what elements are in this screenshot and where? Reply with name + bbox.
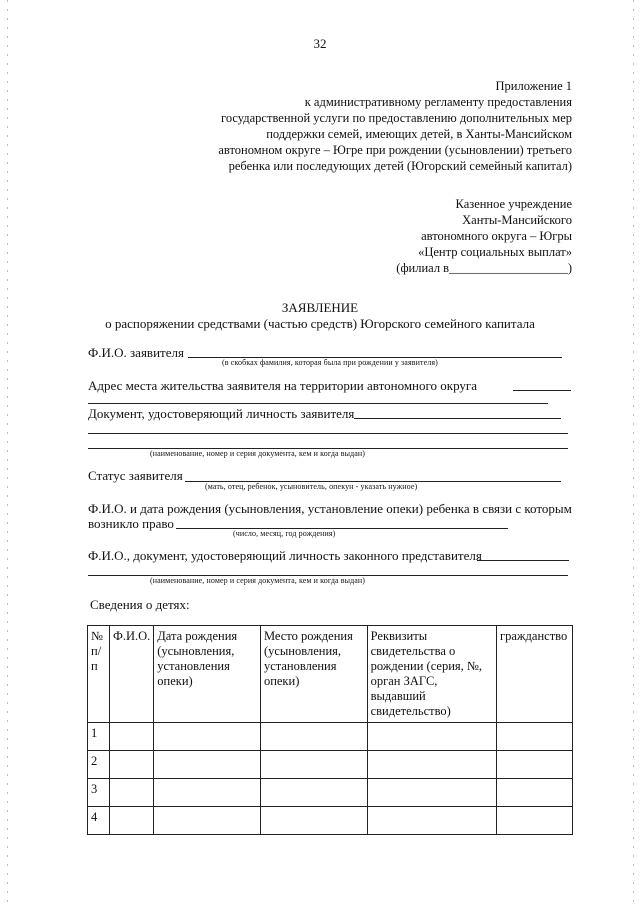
addressee-block — [396, 196, 572, 276]
table-row — [88, 779, 573, 807]
row-number: 3 — [88, 779, 110, 807]
table-header-row — [88, 626, 573, 723]
cell-birth-place[interactable] — [260, 779, 367, 807]
document-subtitle: о распоряжении средствами (частью средств) Югорского семейного капитала — [105, 316, 535, 331]
appendix-line: государственной услуги по предоставлению дополнительных мер — [221, 111, 572, 125]
cell-certificate[interactable] — [367, 751, 496, 779]
applicant-status-label: Статус заявителя — [88, 468, 183, 483]
cell-birth-place[interactable] — [260, 723, 367, 751]
header-certificate: Реквизиты свидетельства о рождении (серия, №, орган ЗАГС, выдавший свидетельство) — [367, 626, 496, 723]
representative-label: Ф.И.О., документ, удостоверяющий личность законного представителя — [88, 548, 482, 563]
cell-citizenship[interactable] — [497, 779, 573, 807]
row-number: 1 — [88, 723, 110, 751]
cell-birth-date[interactable] — [154, 723, 261, 751]
table-row — [88, 807, 573, 835]
address-field[interactable] — [513, 390, 571, 391]
cell-certificate[interactable] — [367, 807, 496, 835]
addressee-line: автономного округа – Югры — [421, 229, 572, 243]
appendix-line: ребенка или последующих детей (Югорский семейный капитал) — [228, 159, 572, 173]
address-field-continued[interactable] — [88, 403, 548, 404]
identity-document-field[interactable] — [354, 418, 561, 419]
header-fio: Ф.И.О. — [109, 626, 153, 723]
header-citizenship: гражданство — [497, 626, 573, 723]
scan-edge-left — [7, 0, 8, 905]
document-title: ЗАЯВЛЕНИЕ — [281, 300, 359, 315]
header-birth-place: Место рождения (усыновления, установления опеки) — [260, 626, 367, 723]
children-section-label: Сведения о детях: — [90, 597, 190, 612]
appendix-block — [218, 78, 572, 174]
identity-document-note: (наименование, номер и серия документа, кем и когда выдан) — [150, 449, 366, 458]
header-birth-date: Дата рождения (усыновления, установления опеки) — [154, 626, 261, 723]
child-info-label-2: возникло право — [88, 516, 174, 531]
cell-fio[interactable] — [109, 751, 153, 779]
header-number: № п/п — [88, 626, 110, 723]
identity-document-label: Документ, удостоверяющий личность заявителя — [88, 406, 355, 421]
representative-field[interactable] — [477, 560, 569, 561]
cell-birth-date[interactable] — [154, 779, 261, 807]
cell-birth-place[interactable] — [260, 751, 367, 779]
scan-edge-right — [633, 0, 634, 905]
applicant-name-note: (в скобках фамилия, которая была при рождении у заявителя) — [222, 358, 438, 367]
cell-birth-date[interactable] — [154, 807, 261, 835]
cell-birth-place[interactable] — [260, 807, 367, 835]
appendix-line: автономном округе – Югре при рождении (усыновлении) третьего — [218, 143, 572, 157]
table-row — [88, 723, 573, 751]
appendix-line: к административному регламенту предоставления — [304, 95, 572, 109]
child-info-note: (число, месяц, год рождения) — [233, 529, 336, 538]
cell-citizenship[interactable] — [497, 751, 573, 779]
child-info-field[interactable] — [176, 528, 508, 529]
cell-certificate[interactable] — [367, 723, 496, 751]
cell-birth-date[interactable] — [154, 751, 261, 779]
cell-fio[interactable] — [109, 807, 153, 835]
addressee-line: (филиал в___________________) — [396, 261, 572, 275]
row-number: 2 — [88, 751, 110, 779]
child-info-label: Ф.И.О. и дата рождения (усыновления, установление опеки) ребенка в связи с которым — [88, 501, 572, 516]
representative-note: (наименование, номер и серия документа, кем и когда выдан) — [150, 576, 366, 585]
children-table — [87, 625, 573, 835]
cell-fio[interactable] — [109, 779, 153, 807]
applicant-status-note: (мать, отец, ребенок, усыновитель, опекун - указать нужное) — [205, 482, 418, 491]
applicant-name-label: Ф.И.О. заявителя — [88, 345, 184, 360]
addressee-line: Казенное учреждение — [455, 197, 572, 211]
addressee-line: Ханты-Мансийского — [462, 213, 572, 227]
appendix-line: Приложение 1 — [495, 79, 572, 93]
table-row — [88, 751, 573, 779]
appendix-line: поддержки семей, имеющих детей, в Ханты-Мансийском — [266, 127, 572, 141]
cell-citizenship[interactable] — [497, 723, 573, 751]
address-label: Адрес места жительства заявителя на территории автономного округа — [88, 378, 478, 393]
identity-document-field-2[interactable] — [88, 433, 568, 434]
cell-citizenship[interactable] — [497, 807, 573, 835]
cell-certificate[interactable] — [367, 779, 496, 807]
page-number: 32 — [313, 36, 327, 51]
cell-fio[interactable] — [109, 723, 153, 751]
row-number: 4 — [88, 807, 110, 835]
addressee-line: «Центр социальных выплат» — [418, 245, 572, 259]
